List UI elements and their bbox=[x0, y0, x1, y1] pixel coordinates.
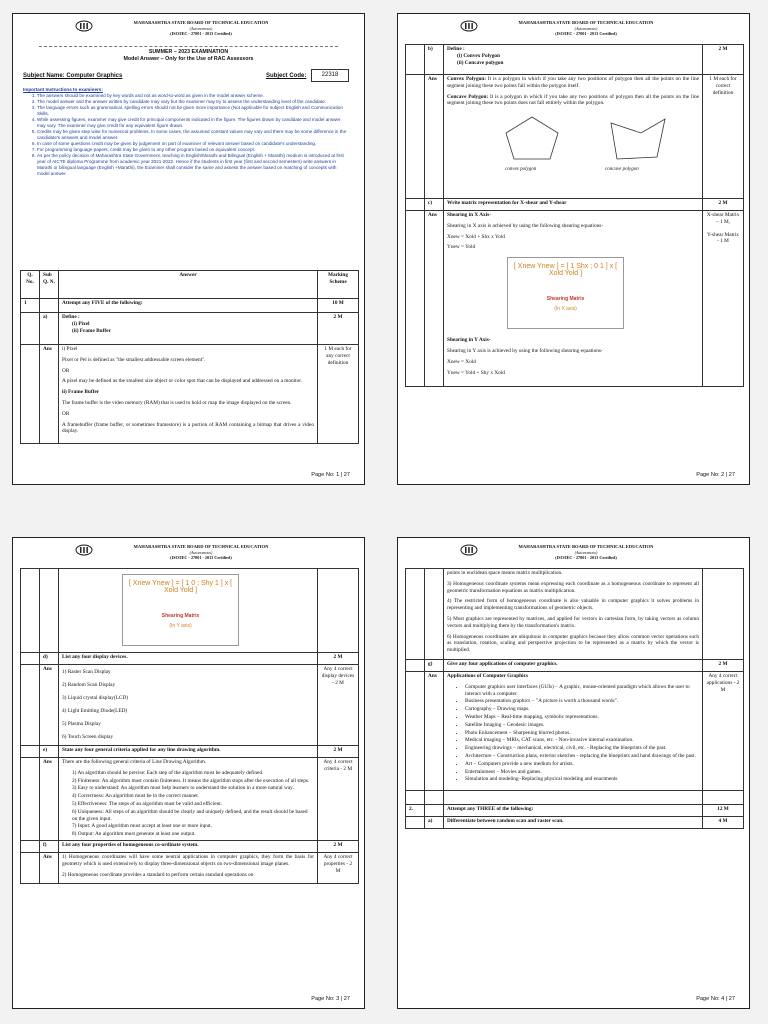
criteria-item: 8) Output: An algorithm must generate at least one output. bbox=[72, 831, 196, 838]
application-item: • Cartography − Drawing maps. bbox=[465, 706, 699, 713]
qe-intro: There are the following general criteria of Line Drawing Algorithm. bbox=[62, 759, 207, 765]
q2-marks: 12 M bbox=[703, 805, 744, 817]
application-item: • Architecture − Construction plans, exterior sketches - replacing the blueprints and hand drawings of the past. bbox=[465, 753, 699, 760]
criteria-item: 2) Finiteness: An algorithm must contain finiteness. It means the algorithm stops after the execution of all steps. bbox=[72, 777, 310, 784]
convex-polygon-shape bbox=[502, 115, 562, 163]
page-1 bbox=[12, 13, 365, 485]
qg-sub: g) bbox=[425, 659, 444, 671]
qa-define: Define : bbox=[62, 314, 80, 320]
application-item: • Art − Computers provide a new medium for artists. bbox=[465, 761, 699, 768]
board-name: MAHARASHTRA STATE BOARD OF TECHNICAL EDUCATION bbox=[518, 544, 654, 549]
q2a-marks: 4 M bbox=[703, 817, 744, 829]
instruction-item: 4. While assessing figures, examiner may give credit for principal components indicated in the figure. The figures drawn by candidate and model answer may vary. The examiner may give credit for any equivalent figure drawn. bbox=[37, 117, 348, 129]
answer-table bbox=[20, 270, 359, 444]
qc-marks: 2 M bbox=[703, 199, 744, 211]
fb-def-1: The frame buffer is the video memory (RAM) that is used to hold or map the image displayed on the screen. bbox=[62, 399, 292, 406]
q1-marks: 10 M bbox=[318, 299, 359, 313]
page-2 bbox=[397, 13, 750, 485]
pixel-def-1: Pixel or Pel is defined as "the smallest addressable screen element". bbox=[62, 356, 206, 363]
qc-scheme-1: X-shear Matrix – 1 M, bbox=[706, 212, 740, 225]
q1-no: 1 bbox=[21, 299, 40, 313]
qb-scheme: 1 M each for correct definition bbox=[703, 75, 744, 199]
answer-table bbox=[20, 568, 359, 884]
board-cert: (ISO/IEC - 27001 - 2013 Certified) bbox=[170, 555, 232, 560]
board-cert: (ISO/IEC - 27001 - 2013 Certified) bbox=[555, 555, 617, 560]
col-answer: Answer bbox=[59, 271, 318, 299]
fb-def-2: A framebuffer (frame buffer, or sometimes framestore) is a portion of RAM containing a bitmap that drives a video display. bbox=[62, 421, 314, 435]
device-item: 3) Liquid crystal display(LCD) bbox=[62, 695, 129, 701]
instruction-item: 3. The language errors such as grammatical, spelling errors should not be given more importance (Not applicable for subject English and Communication Skills. bbox=[37, 105, 348, 117]
page-number: Page No: 1 | 27 bbox=[311, 472, 350, 478]
qc-text: Write matrix representation for X-shear and Y-shear bbox=[444, 199, 703, 211]
shx-eq1: Xnew = Xold + Shx x Yold bbox=[447, 233, 505, 240]
application-item: • Engineering drawings − mechanical, electrical, civil, etc. - Replacing the blueprints of the past. bbox=[465, 745, 699, 752]
answer-table bbox=[405, 568, 744, 829]
apps-list bbox=[447, 684, 699, 783]
qa-sub: a) bbox=[40, 313, 59, 345]
concave-caption: concave polygon bbox=[605, 167, 639, 173]
fb-head: ii) Frame Buffer bbox=[62, 389, 100, 396]
concave-label: Concave Polygon: bbox=[447, 93, 489, 100]
hc-cont-6: 6) Homogeneous coordinates are ubiquitous in computer graphics because they allow common vector operations such as translation, rotation, scaling and perspective projection to be represented as a matrix by which the vector is multiplied. bbox=[447, 633, 699, 654]
qd-marks: 2 M bbox=[318, 653, 359, 665]
subject-code-label: Subject Code: bbox=[266, 73, 307, 79]
exam-title: SUMMER – 2023 EXAMINATION bbox=[148, 49, 229, 55]
device-item: 5) Plasma Display bbox=[62, 721, 101, 727]
qb-define: Define : bbox=[447, 46, 465, 52]
subject-code-box: 22318 bbox=[311, 69, 349, 82]
criteria-item: 5) Effectiveness: The steps of an algorithm must be valid and efficient. bbox=[72, 800, 223, 807]
criteria-item: 3) Easy to understand: An algorithm must help learners to understand the solution in a more natural way. bbox=[72, 785, 294, 792]
ans-label: Ans bbox=[40, 758, 59, 841]
application-item: • Simulation and modeling−Replacing physical modeling and enactments bbox=[465, 776, 699, 783]
qa-ii: (ii) Frame Buffer bbox=[72, 327, 111, 334]
q2a-text: Differentiate between random scan and raster scan. bbox=[444, 817, 703, 829]
hc-cont-3: 3) Homogeneous coordinate systems mean expressing each coordinate as a homogeneous coordinate to represent all geometric transformation equations as matrix multiplication. bbox=[447, 580, 699, 594]
matrix-y-equation: [ Xnew Ynew ] = [ 1 0 ; Shy 1 ] x [ Xold Yold ] bbox=[128, 580, 233, 594]
application-item: • Weather Maps − Real-time mapping, symbolic representations. bbox=[465, 714, 699, 721]
instruction-item: 8. As per the policy decision of Maharashtra State Government, teaching in English/Marathi and Bilingual (English + Marathi) medium is introduced at first year of AICTE diploma Programme from academic year 2021-2022. Hence if the students in first year (first and second semesters) write answers in Marathi or bilingual language (English +Marathi), the Examiner shall consider the same and assess the answer based on matching of concepts with model answer. bbox=[37, 153, 348, 177]
hc-cont-5: 5) Most graphics are represented by matrices, and applied for vectors in cartesian form, by taking vectors as column vectors and multiplying them by the transformation's matrix. bbox=[447, 615, 699, 629]
shx-line: Shearing in X axis is achieved by using the following shearing equations- bbox=[447, 222, 604, 229]
apps-title: Applications of Computer Graphics bbox=[447, 672, 528, 679]
col-q: Q. No. bbox=[21, 271, 40, 299]
concave-polygon-shape bbox=[607, 115, 669, 163]
shy-head: Shearing in Y Axis- bbox=[447, 337, 491, 344]
qf-marks: 2 M bbox=[318, 840, 359, 852]
qc-sub: c) bbox=[425, 199, 444, 211]
board-cert: (ISO/IEC - 27001 - 2013 Certified) bbox=[170, 31, 232, 36]
matrix-x-caption: (In X axis) bbox=[554, 306, 577, 313]
qe-text: State any four general criteria applied for any line drawing algorithm. bbox=[59, 746, 318, 758]
shy-line: Shearing in Y axis is achieved by using the following shearing equations- bbox=[447, 347, 603, 354]
qb-sub: b) bbox=[425, 45, 444, 75]
qf-prop-1: 1) Homogeneous coordinates will have some neutral applications in computer graphics, they form the basis for geometry which is used extensively to display three-dimensional objects on two-dimensional image planes. bbox=[62, 853, 314, 867]
q2-text: Attempt any THREE of the following: bbox=[444, 805, 703, 817]
qa-scheme: 1 M each for any correct definition bbox=[318, 345, 359, 444]
or-2: OR bbox=[62, 410, 70, 417]
instructions-list bbox=[23, 93, 348, 177]
devices-list bbox=[59, 665, 318, 746]
qb-ii: (ii) Concave polygon bbox=[457, 59, 504, 66]
qa-marks: 2 M bbox=[318, 313, 359, 345]
application-item: • Photo Enhancement − Sharpening blurred photos. bbox=[465, 730, 699, 737]
board-name: MAHARASHTRA STATE BOARD OF TECHNICAL EDUCATION bbox=[518, 20, 654, 25]
hc-cont-4: 4) The restricted form of homogeneous coordinate is also valuable in computer graphics it solves problems in representing and implementing transformations of geometric objects. bbox=[447, 598, 699, 612]
header-divider bbox=[39, 46, 338, 47]
concave-text: It is a polygon in which if you take any two positions of polygon then all the points on the line segment joining these two points does not fall entirely within the polygon. bbox=[447, 93, 699, 107]
model-answer-title: Model Answer – Only for the Use of RAC Assessors bbox=[123, 56, 254, 62]
qd-text: List any four display devices. bbox=[59, 653, 318, 665]
qg-marks: 2 M bbox=[703, 659, 744, 671]
matrix-x-equation: [ Xnew Ynew ] = [ 1 Shx ; 0 1 ] x [ Xold Yold ] bbox=[513, 263, 618, 277]
qf-text: List any four properties of homogeneous co-ordinate system. bbox=[59, 840, 318, 852]
shx-head: Shearing in X Axis- bbox=[447, 212, 492, 218]
qd-sub: d) bbox=[40, 653, 59, 665]
ans-label: Ans bbox=[40, 852, 59, 883]
hc-cont-0: points in euclidean space means matrix multiplication. bbox=[447, 570, 563, 576]
application-item: • Medical imaging − MRIs, CAT scans, etc. - Non-invasive internal examination. bbox=[465, 737, 699, 744]
msbte-logo-icon bbox=[75, 20, 93, 32]
qg-scheme: Any 4 correct applications - 2 M bbox=[703, 671, 744, 790]
q2-no: 2. bbox=[406, 805, 425, 817]
instructions-title: Important Instructions to examiners: bbox=[23, 87, 103, 92]
ans-label: Ans bbox=[40, 665, 59, 746]
page-number: Page No: 3 | 27 bbox=[311, 996, 350, 1002]
qf-scheme: Any 4 correct properties - 2 M bbox=[318, 852, 359, 883]
shear-matrix-y bbox=[122, 574, 239, 646]
ans-label: Ans bbox=[425, 671, 444, 790]
page-header bbox=[398, 18, 749, 44]
ans-label: Ans bbox=[40, 345, 59, 444]
board-cert: (ISO/IEC - 27001 - 2013 Certified) bbox=[555, 31, 617, 36]
qe-sub: e) bbox=[40, 746, 59, 758]
device-item: 1) Raster Scan Display bbox=[62, 669, 111, 675]
criteria-item: 4) Correctness: An algorithm must be in the correct manner. bbox=[72, 793, 200, 800]
shy-eq1: Xnew = Xold bbox=[447, 358, 476, 365]
convex-caption: convex polygon bbox=[505, 167, 537, 173]
page-3 bbox=[12, 537, 365, 1009]
matrix-y-title: Shearing Matrix bbox=[161, 613, 200, 619]
board-autonomous: (Autonomous) bbox=[189, 550, 213, 555]
application-item: • Business presentation graphics − "A picture is worth a thousand words". bbox=[465, 698, 699, 705]
qb-marks: 2 M bbox=[703, 45, 744, 75]
device-item: 6) Touch Screen display bbox=[62, 734, 114, 740]
qa-i: (i) Pixel bbox=[72, 320, 90, 327]
criteria-item: 7) Input: A good algorithm must accept at least one or more input. bbox=[72, 823, 212, 830]
page-4 bbox=[397, 537, 750, 1009]
msbte-logo-icon bbox=[75, 544, 93, 556]
application-item: • Entertainment − Movies and games. bbox=[465, 769, 699, 776]
convex-label: Convex Polygon: bbox=[447, 76, 486, 82]
device-item: 2) Random Scan Display bbox=[62, 682, 116, 688]
q1-text: Attempt any FIVE of the following: bbox=[59, 299, 318, 313]
page-header bbox=[398, 542, 749, 568]
instruction-item: 2. The model answer and the answer written by candidate may vary but the examiner may try to assess the understanding level of the candidate. bbox=[37, 99, 348, 105]
convex-text: It is a polygon in which if you take any two positions of polygon then all the points on the line segment joining these two points fall within the polygon itself. bbox=[447, 76, 700, 89]
pixel-head: i) Pixel bbox=[62, 346, 78, 352]
matrix-y-caption: (In Y axis) bbox=[169, 623, 192, 629]
msbte-logo-icon bbox=[460, 20, 478, 32]
page-number: Page No: 2 | 27 bbox=[696, 472, 735, 478]
qe-scheme: Any 4 correct criteria - 2 M bbox=[318, 758, 359, 841]
device-item: 4) Light Emitting Diode(LED) bbox=[62, 708, 128, 714]
shy-eq2: Ynew = Yold + Shy x Xold bbox=[447, 369, 505, 376]
board-autonomous: (Autonomous) bbox=[574, 550, 598, 555]
ans-label: Ans bbox=[425, 75, 444, 199]
qd-scheme: Any 4 correct display devices - 2 M bbox=[318, 665, 359, 746]
ans-label: Ans bbox=[425, 211, 444, 387]
instruction-item: 6. In case of some questions credit may be given by judgement on part of examiner of relevant answer based on candidate's understanding. bbox=[37, 141, 348, 147]
qb-i: (i) Convex Polygon bbox=[457, 52, 500, 59]
criteria-item: 6) Uniqueness: All steps of an algorithm should be clearly and uniquely defined, and the result should be based on the given input. bbox=[72, 808, 308, 822]
pixel-def-2: A pixel may be defined as the smallest size object or color spot that can be displayed and addressed on a monitor. bbox=[62, 378, 303, 385]
criteria-list bbox=[62, 770, 314, 838]
qf-prop-2: 2) Homogeneous coordinate provides a standard to perform certain standard operations on bbox=[62, 871, 254, 878]
instruction-item: 1. The answers should be examined by key words and not as word-to-word as given in the model answer scheme. bbox=[37, 93, 348, 99]
application-item: • Satellite Imaging − Geodesic images. bbox=[465, 722, 699, 729]
instruction-item: 7. For programming language papers, credit may be given to any other program based on equivalent concept. bbox=[37, 147, 348, 153]
instructions-block bbox=[23, 87, 348, 177]
qe-marks: 2 M bbox=[318, 746, 359, 758]
shx-eq2: Ynew = Yold bbox=[447, 244, 476, 251]
polygon-figure bbox=[447, 111, 699, 181]
board-autonomous: (Autonomous) bbox=[189, 26, 213, 31]
application-item: • Computer graphics user interfaces (GUIs) − A graphic, mouse-oriented paradigm which allows the user to interact with a computer. bbox=[465, 684, 699, 698]
answer-table bbox=[405, 44, 744, 387]
matrix-x-title: Shearing Matrix bbox=[546, 296, 585, 303]
qc-scheme-2: Y-shear Matrix - 1 M bbox=[707, 231, 739, 245]
subject-name: Subject Name: Computer Graphics bbox=[23, 73, 123, 79]
board-name: MAHARASHTRA STATE BOARD OF TECHNICAL EDUCATION bbox=[133, 544, 269, 549]
or-1: OR bbox=[62, 367, 70, 374]
page-header bbox=[13, 18, 364, 44]
qg-text: Give any four applications of computer graphics. bbox=[444, 659, 703, 671]
qf-sub: f) bbox=[40, 840, 59, 852]
page-number: Page No: 4 | 27 bbox=[696, 996, 735, 1002]
shear-matrix-x bbox=[507, 257, 624, 329]
col-sub: Sub Q. N. bbox=[40, 271, 59, 299]
msbte-logo-icon bbox=[460, 544, 478, 556]
col-scheme: Marking Scheme bbox=[318, 271, 359, 299]
q2a-sub: a) bbox=[425, 817, 444, 829]
criteria-item: 1) An algorithm should be precise: Each step of the algorithm must be adequately defined. bbox=[72, 769, 264, 776]
board-autonomous: (Autonomous) bbox=[574, 26, 598, 31]
page-header bbox=[13, 542, 364, 568]
board-name: MAHARASHTRA STATE BOARD OF TECHNICAL EDUCATION bbox=[133, 20, 269, 25]
instruction-item: 5. Credits may be given step wise for numerical problems. In some cases, the assumed constant values may vary and there may be some difference in the candidate's answers and model answer. bbox=[37, 129, 348, 141]
